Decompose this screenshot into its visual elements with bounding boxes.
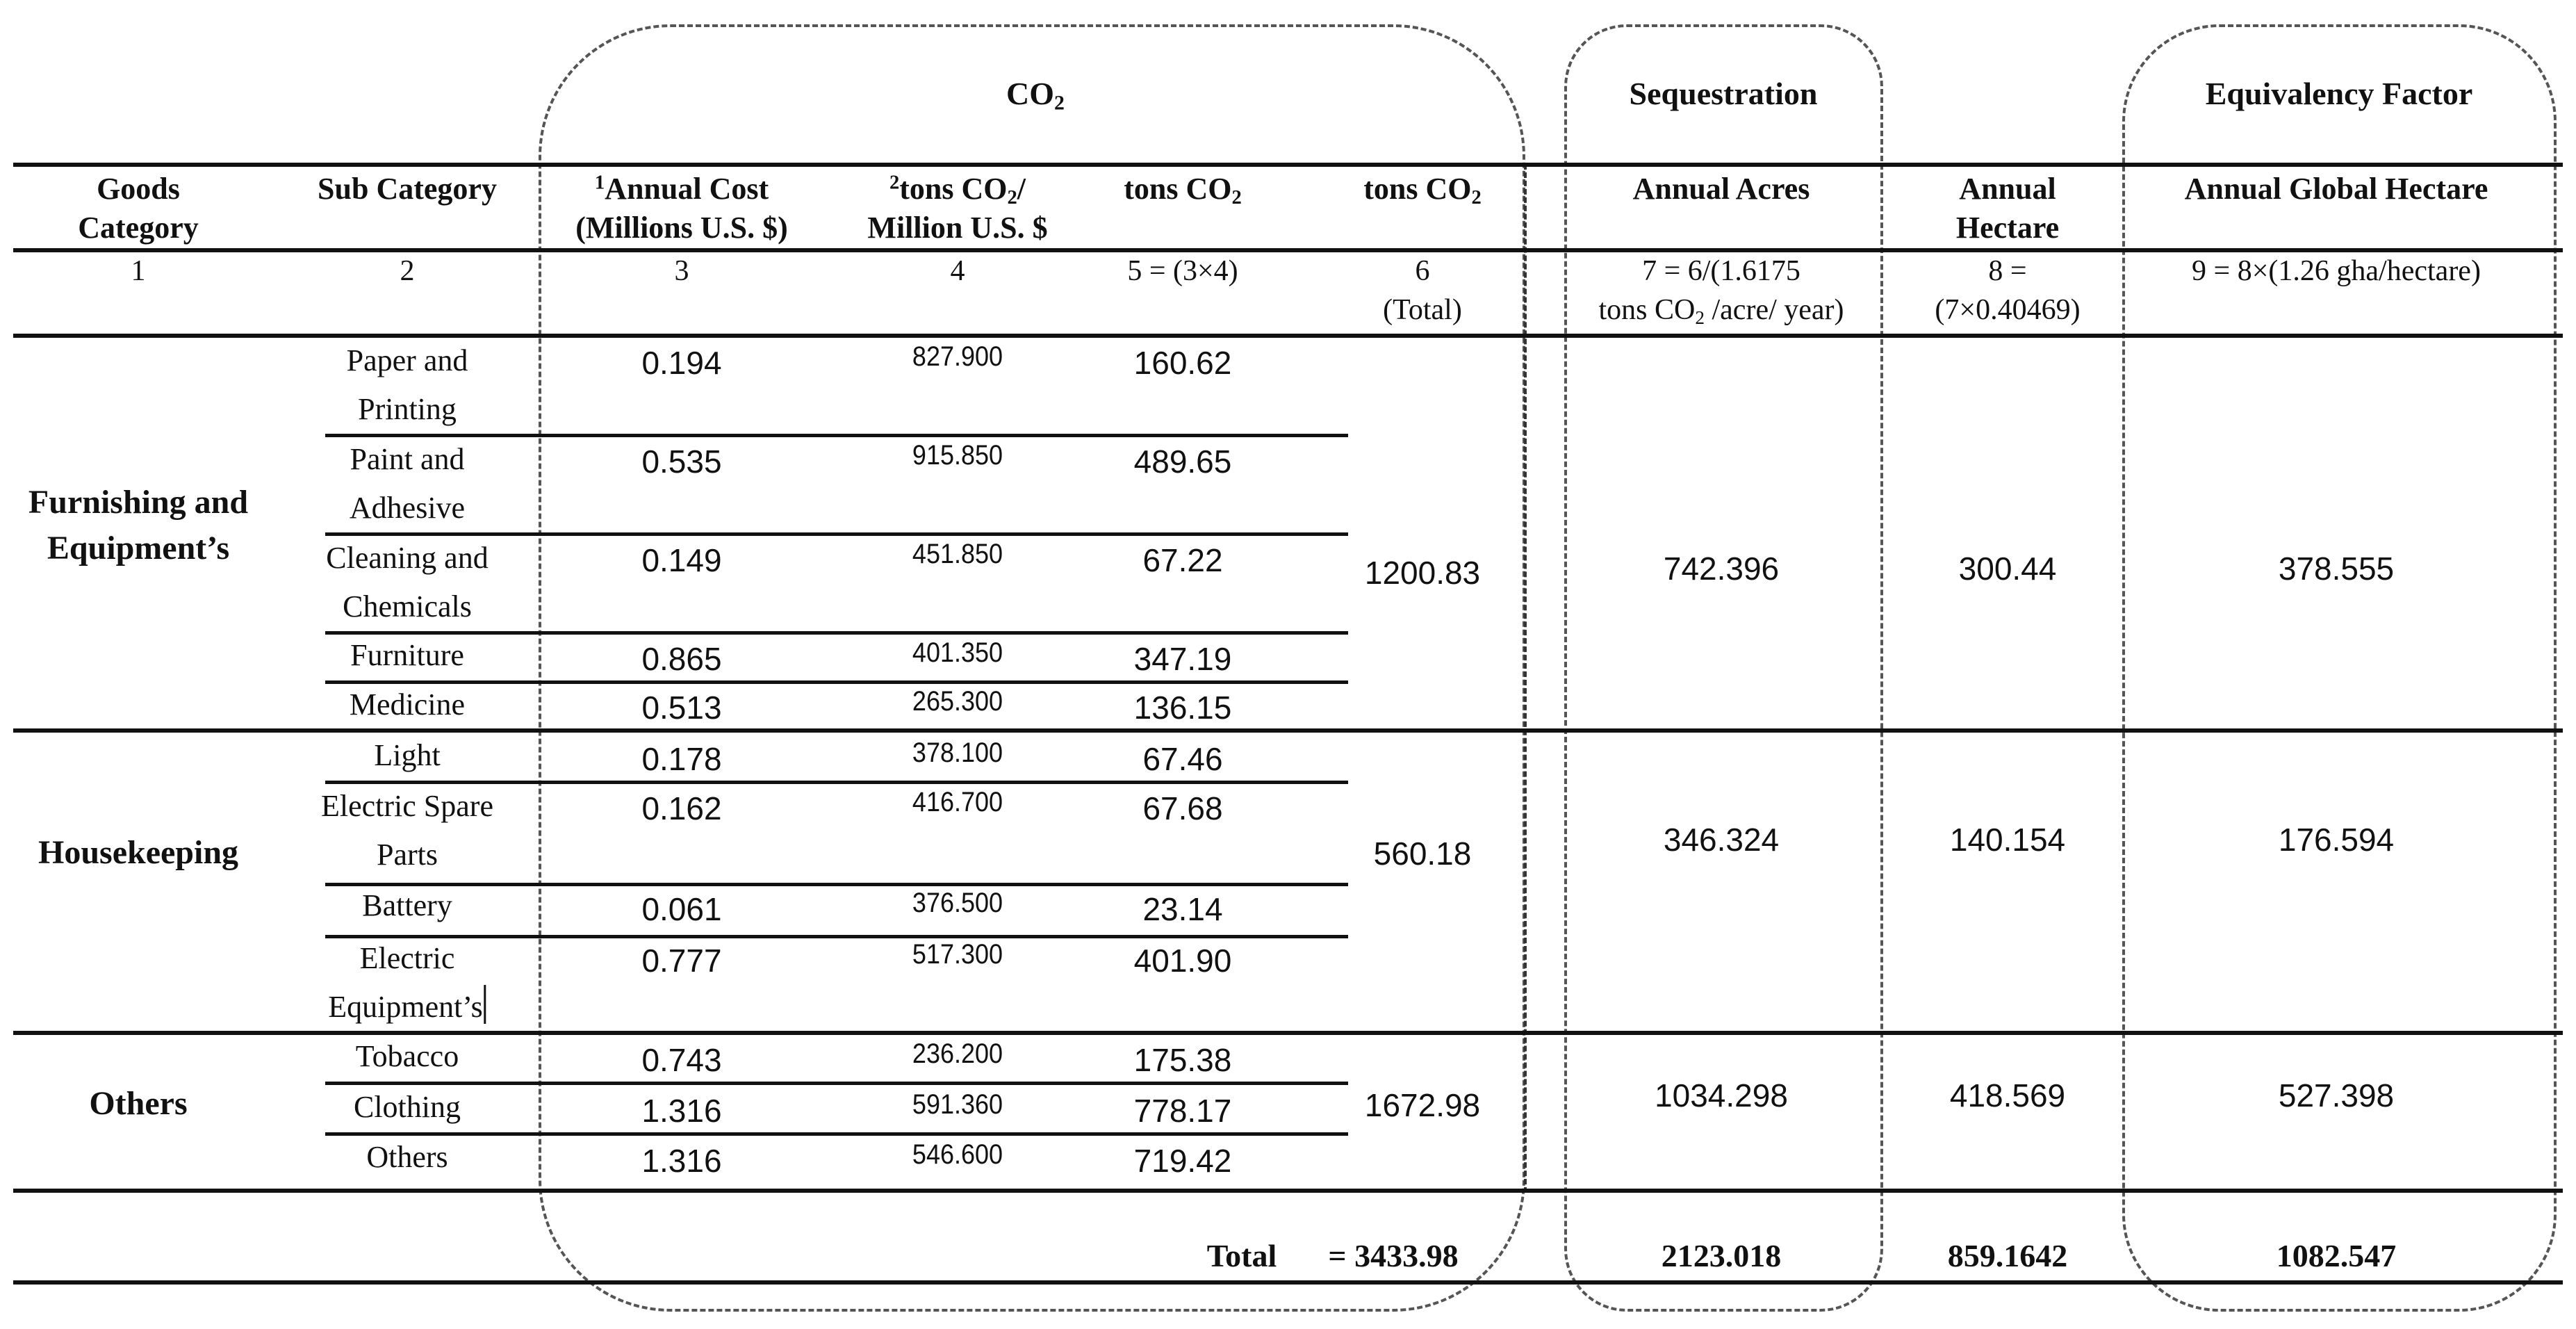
tons-co2-cell: 23.14 [1142,891,1223,927]
rule-header-bottom [13,248,2563,252]
tons-co2-cell: 489.65 [1133,443,1232,480]
annual-cost-cell: 0.535 [641,443,722,480]
tons-per-million-cell: 591.360 [912,1089,1003,1120]
subcategory-cell: Paint and Adhesive [349,442,466,525]
sequestration-group-outline [1564,24,1883,1312]
col-header-annual-acres: Annual Acres [1632,172,1810,206]
tons-co2-cell: 160.62 [1133,345,1232,381]
formula-col-9: 9 = 8×(1.26 gha/hectare) [2192,255,2481,287]
group-annual-hectare: 300.44 [1958,551,2057,587]
tons-per-million-cell: 401.350 [912,637,1003,668]
total-annual-hectare: 859.1642 [1947,1238,2068,1273]
tons-per-million-cell: 451.850 [912,539,1003,569]
subcategory-cell: Others [366,1140,448,1174]
group-title-co2: $CO_2$ [1006,76,1065,115]
tons-co2-cell: 347.19 [1133,641,1232,677]
subcategory-cell: Medicine [349,687,466,721]
col-header-tons-co2-per-million: $^2$tons $CO_2/$ Million U.S. $ [867,172,1048,245]
group-annual-global-hectare: 378.555 [2278,551,2395,587]
tons-co2-cell: 67.68 [1142,790,1223,826]
annual-cost-cell: 0.194 [641,345,722,381]
subcategory-cell: Cleaning and Chemicals [326,541,489,623]
group-annual-acres: 1034.298 [1655,1077,1788,1114]
tons-co2-cell: 136.15 [1133,690,1232,726]
col-header-annual-global-hectare: Annual Global Hectare [2184,172,2488,206]
tons-co2-cell: 401.90 [1133,943,1232,979]
subcategory-cell: Electric Spare Parts [321,789,493,872]
group-annual-acres: 742.396 [1663,551,1780,587]
tons-per-million-cell: 265.300 [912,686,1003,717]
subcategory-cell: Furniture [350,638,464,672]
group-annual-global-hectare: 527.398 [2278,1077,2395,1114]
tons-per-million-cell: 517.300 [912,939,1003,970]
tons-co2-cell: 719.42 [1133,1143,1232,1179]
tons-per-million-cell: 546.600 [912,1139,1003,1170]
group-title-equivalency-factor: Equivalency Factor [2205,76,2473,111]
tons-co2-cell: 175.38 [1133,1042,1232,1078]
formula-col-7: 7 = 6/(1.6175 tons $CO_2$ /acre/ year) [1598,255,1844,328]
formula-col-2: 2 [400,255,415,287]
total-annual-global-hectare: 1082.547 [2276,1238,2397,1273]
tons-co2-cell: 67.46 [1142,741,1223,777]
total-co2-value: = 3433.98 [1328,1238,1459,1273]
subcategory-cell: Tobacco [355,1039,459,1073]
tons-per-million-cell: 915.850 [912,440,1003,471]
subcategory-cell: Battery [362,888,452,922]
text-cursor [484,985,486,1024]
tons-co2-cell: 67.22 [1142,542,1223,578]
annual-cost-cell: 0.865 [641,641,722,677]
group-annual-hectare: 418.569 [1949,1077,2066,1114]
tons-co2-cell: 778.17 [1133,1093,1232,1129]
subrow-rule [325,631,1348,635]
rule-group3-bottom [13,1189,2563,1193]
tons-per-million-cell: 236.200 [912,1038,1003,1069]
total-label: Total [1206,1238,1277,1273]
equivalency-group-outline [2122,24,2557,1312]
annual-cost-cell: 0.777 [641,943,722,979]
tons-per-million-cell: 827.900 [912,341,1003,372]
group-title-sequestration: Sequestration [1629,76,1818,111]
col-header-tons-co2-total: tons $CO_2$ [1363,172,1482,209]
col-header-tons-co2: tons $CO_2$ [1124,172,1242,209]
category-others: Others [89,1085,188,1122]
group-annual-acres: 346.324 [1663,822,1780,858]
rule-header-top [13,163,2563,167]
tons-per-million-cell: 416.700 [912,787,1003,817]
annual-cost-cell: 0.149 [641,542,722,578]
subcategory-cell: Paper and Printing [346,343,468,426]
group-total-co2: 1200.83 [1364,555,1481,591]
co2-divider-dashed [1524,164,1527,1193]
subrow-rule [325,1082,1348,1085]
rule-total-bottom [13,1280,2563,1285]
annual-cost-cell: 1.316 [641,1093,722,1129]
formula-col-5: 5 = (3×4) [1127,255,1238,287]
tons-per-million-cell: 378.100 [912,737,1003,768]
formula-col-4: 4 [950,255,965,287]
group-total-co2: 560.18 [1373,835,1472,872]
formula-col-6: 6 (Total) [1383,255,1462,326]
subrow-rule [325,680,1348,684]
formula-col-3: 3 [674,255,689,287]
category-furnishing-equipment: Furnishing and Equipment’s [28,484,249,566]
annual-cost-cell: 0.743 [641,1042,722,1078]
subcategory-cell: Clothing [353,1090,461,1124]
group-total-co2: 1672.98 [1364,1087,1481,1123]
total-annual-acres: 2123.018 [1661,1238,1782,1273]
category-housekeeping: Housekeeping [38,834,239,871]
annual-cost-cell: 0.178 [641,741,722,777]
annual-cost-cell: 0.162 [641,790,722,826]
annual-cost-cell: 0.513 [641,690,722,726]
col-header-sub-category: Sub Category [318,172,497,206]
subcategory-cell: Electric Equipment’s [328,934,486,1032]
annual-cost-cell: 1.316 [641,1143,722,1179]
formula-col-1: 1 [131,255,146,287]
group-annual-global-hectare: 176.594 [2278,822,2395,858]
group-annual-hectare: 140.154 [1949,822,2066,858]
col-header-annual-cost: $^1$Annual Cost (Millions U.S. $) [575,172,788,245]
annual-cost-cell: 0.061 [641,891,722,927]
col-header-goods-category: Goods Category [78,172,199,245]
tons-per-million-cell: 376.500 [912,888,1003,918]
col-header-annual-hectare: Annual Hectare [1955,172,2060,245]
subrow-rule [325,434,1348,437]
subcategory-cell: Light [374,738,441,772]
formula-col-8: 8 = (7×0.40469) [1935,255,2081,326]
subrow-rule [325,883,1348,886]
subrow-rule [325,1132,1348,1136]
